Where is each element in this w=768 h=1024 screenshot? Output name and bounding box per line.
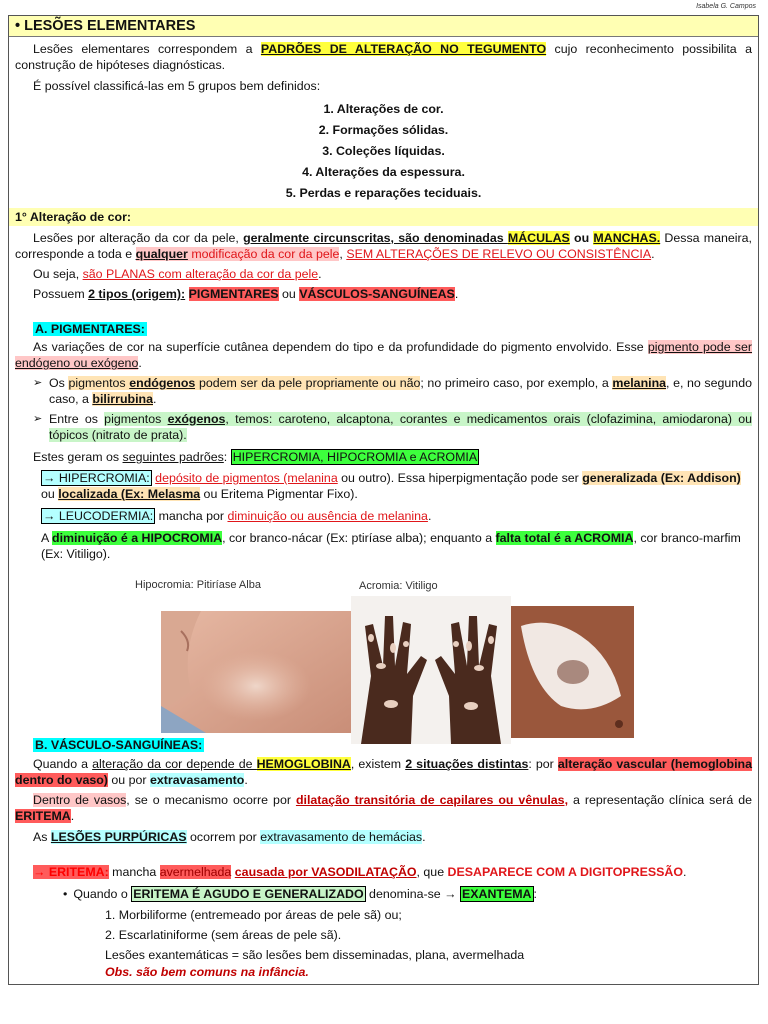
highlight-text: MÁCULAS <box>507 231 570 245</box>
text: ou <box>278 287 300 301</box>
highlight-text: falta total é a ACROMIA <box>495 531 634 545</box>
text: com alteração da cor da pele <box>154 267 319 281</box>
page-title: • LESÕES ELEMENTARES <box>9 16 758 37</box>
hipocromia-acromia-paragraph <box>9 530 758 562</box>
highlight-text: VÁSCULOS-SANGUÍNEAS <box>299 287 455 301</box>
highlight-text: → LEUCODERMIA: <box>43 509 154 523</box>
text: . <box>318 267 322 281</box>
text: ou <box>41 487 59 501</box>
text: Os <box>49 376 69 390</box>
text: : por <box>528 757 558 771</box>
highlight-text: qualquer <box>135 247 188 261</box>
bullet-dot-icon: • <box>63 887 68 901</box>
text: , se o mecanismo ocorre por <box>126 793 296 807</box>
text: , e, no segundo caso, a <box>49 376 752 406</box>
bullet-arrow-icon: ➢ <box>33 413 43 425</box>
text: SEM ALTERAÇÕES DE RELEVO <box>346 247 533 261</box>
sec-b-heading <box>9 738 758 752</box>
sec-a-paragraph-1 <box>9 339 758 371</box>
text: ou <box>569 231 594 245</box>
section-a-title: A. PIGMENTARES: <box>35 322 145 336</box>
photo-pitiriase-alba <box>161 611 351 733</box>
sec-a-paragraph-2 <box>9 449 758 465</box>
text: . <box>427 509 432 523</box>
text: mancha por <box>155 509 228 523</box>
highlight-text: extravasamento <box>149 773 245 787</box>
highlight-text: endógenos <box>129 376 196 390</box>
highlight-text: exógenos <box>167 412 226 426</box>
text: denomina-se → <box>365 887 460 901</box>
highlight-text: modificação da cor da pele <box>187 247 340 261</box>
text: Estes geram os <box>33 450 123 464</box>
text: . <box>138 356 142 370</box>
highlight-text: bilirrubina <box>92 392 153 406</box>
highlight-text: HIPERCROMIA, HIPOCROMIA e ACROMIA <box>232 450 478 464</box>
text: ou por <box>107 773 150 787</box>
text: DESAPARECE COM A DIGITOPRESSÃO <box>447 865 683 879</box>
text: . <box>651 247 655 261</box>
text: . <box>422 830 426 844</box>
text: ; no primeiro caso, por exemplo, a <box>420 376 613 390</box>
text: seguintes padrões <box>122 450 224 464</box>
text: . <box>70 809 75 823</box>
text: Entre os <box>49 412 105 426</box>
intro-paragraph <box>9 41 758 73</box>
exantema-type-2: 2. Escarlatiniforme (sem áreas de pele sã). <box>105 928 342 942</box>
section-b <box>9 738 758 980</box>
text: a representação clínica será de <box>568 793 753 807</box>
highlight-text: generalizada (Ex: Addison) <box>582 471 741 485</box>
section-1-title: 1° Alteração de cor: <box>9 208 758 226</box>
highlight-text: extravasamento de hemácias <box>260 830 423 844</box>
highlight-text: PADRÕES DE ALTERAÇÃO NO TEGUMENTO <box>260 42 547 56</box>
sec-b-paragraph-3 <box>9 829 758 845</box>
highlight-text: PIGMENTARES <box>188 287 279 301</box>
highlight-text: LESÕES PURPÚRICAS <box>50 830 187 844</box>
highlight-text: HEMOGLOBINA <box>256 757 351 771</box>
highlight-text: pigmentos <box>104 412 168 426</box>
leucodermia-paragraph <box>9 508 758 524</box>
highlight-text: diminuição é a HIPOCROMIA <box>52 531 223 545</box>
text: , <box>339 247 347 261</box>
highlight-text: , temos: caroteno, alcaptona, corantes e medicamentos orais (clofazimina, amiodarona) ou tópicos (nitrato de prata). <box>49 412 752 442</box>
highlight-text: alteração vascular (hemoglobina dentro do vaso) <box>15 757 753 787</box>
text: . <box>454 287 459 301</box>
author-signature: Isabela G. Campos <box>696 3 756 10</box>
highlight-text: pigmento pode ser endógeno ou exógeno <box>15 340 753 370</box>
text: , cor branco-nácar (Ex: ptiríase alba); enquanto a <box>222 531 496 545</box>
text: dilatação transitória de capilares ou vênulas, <box>295 793 569 807</box>
text: Quando a <box>33 757 93 771</box>
group-item: 1. Alterações de cor. <box>323 102 444 116</box>
bullet-exogenos <box>9 411 758 443</box>
highlight-text: ERITEMA <box>15 809 71 823</box>
bullet-endogenos <box>9 375 758 407</box>
caption-hipocromia: Hipocromia: Pitiríase Alba <box>135 579 261 591</box>
group-item: 5. Perdas e reparações teciduais. <box>285 186 482 200</box>
text: são PLANAS <box>82 267 155 281</box>
sec-b-paragraph-2 <box>9 792 758 824</box>
highlight-text: ERITEMA É AGUDO E GENERALIZADO <box>133 887 364 901</box>
document-page <box>8 15 759 985</box>
text: . <box>244 773 248 787</box>
text: cujo reconhecimento possibilita a construção de hipóteses diagnósticas. <box>15 42 752 72</box>
group-item: 3. Coleções líquidas. <box>322 144 445 158</box>
highlight-text: localizada (Ex: Melasma <box>58 487 201 501</box>
text: A <box>41 531 53 545</box>
sec1-paragraph-2 <box>9 266 758 282</box>
text: Lesões elementares correspondem a <box>33 42 261 56</box>
text: OU CONSISTÊNCIA <box>532 247 652 261</box>
text: causada por VASODILATAÇÃO <box>234 865 417 879</box>
text: Ou seja, <box>33 267 83 281</box>
text: Quando o <box>73 887 132 901</box>
text: depósito de pigmentos (melanina <box>155 471 338 485</box>
text: 2 situações distintas <box>405 757 529 771</box>
text: As variações de cor na superfície cutânea dependem do tipo e da profundidade do pigmento envolvido. Esse <box>33 340 648 354</box>
bullet-arrow-icon: ➢ <box>33 377 43 389</box>
section-b-title: B. VÁSCULO-SANGUÍNEAS: <box>35 738 203 752</box>
text: : <box>223 450 231 464</box>
exantema-paragraph <box>9 885 758 903</box>
text: mancha <box>108 865 160 879</box>
text: Lesões por alteração da cor da pele, <box>33 231 244 245</box>
highlight-text: avermelhada <box>159 865 232 879</box>
sec1-paragraph-1 <box>9 230 758 262</box>
exantema-type-1: 1. Morbiliforme (entremeado por áreas de pele sã) ou; <box>105 908 402 922</box>
text: geralmente circunscritas, são denominadas <box>243 231 508 245</box>
exantema-obs: Obs. são bem comuns na infância. <box>105 965 309 979</box>
sec-b-paragraph-1 <box>9 756 758 788</box>
text: , que <box>416 865 448 879</box>
highlight-text: EXANTEMA <box>461 887 532 901</box>
text: : <box>533 887 537 901</box>
group-item: 2. Formações sólidas. <box>318 123 449 137</box>
sec1-paragraph-3 <box>9 286 758 302</box>
text: . <box>683 865 687 879</box>
text: As <box>33 830 51 844</box>
text: ou Eritema Pigmentar Fixo). <box>200 487 358 501</box>
text: Dessa maneira, corresponde a toda e <box>15 231 752 261</box>
hipercromia-paragraph <box>9 470 758 502</box>
photo-vitiligo-maos <box>351 596 511 744</box>
text: . <box>153 392 157 406</box>
group-item: 4. Alterações da espessura. <box>302 165 465 179</box>
photo-vitiligo-axila <box>511 606 634 738</box>
text: diminuição ou ausência de melanina <box>227 509 428 523</box>
text: ocorrem por <box>186 830 261 844</box>
intro-paragraph-2: É possível classificá-las em 5 grupos bem definidos: <box>33 79 321 93</box>
text: , cor branco-marfim (Ex: Vitiligo). <box>41 531 741 561</box>
exantema-note: Lesões exantemáticas = são lesões bem disseminadas, plana, avermelhada <box>105 948 525 962</box>
text: ou outro). Essa hiperpigmentação pode ser <box>337 471 583 485</box>
caption-acromia: Acromia: Vitiligo <box>359 580 438 592</box>
text: , existem <box>350 757 406 771</box>
text: alteração da cor depende de <box>92 757 257 771</box>
highlight-text: → ERITEMA: <box>33 865 109 879</box>
groups-list <box>9 99 758 204</box>
eritema-paragraph <box>9 864 758 880</box>
highlight-text: pigmentos <box>68 376 130 390</box>
text: 2 tipos (origem): <box>88 287 186 301</box>
text: Possuem <box>33 287 89 301</box>
highlight-text: podem ser da pele propriamente ou não <box>195 376 421 390</box>
highlight-text: → HIPERCROMIA: <box>43 471 150 485</box>
highlight-text: melanina <box>612 376 667 390</box>
highlight-text: Dentro de vasos <box>33 793 127 807</box>
sec-a-heading <box>9 322 758 336</box>
highlight-text: MANCHAS. <box>593 231 661 245</box>
